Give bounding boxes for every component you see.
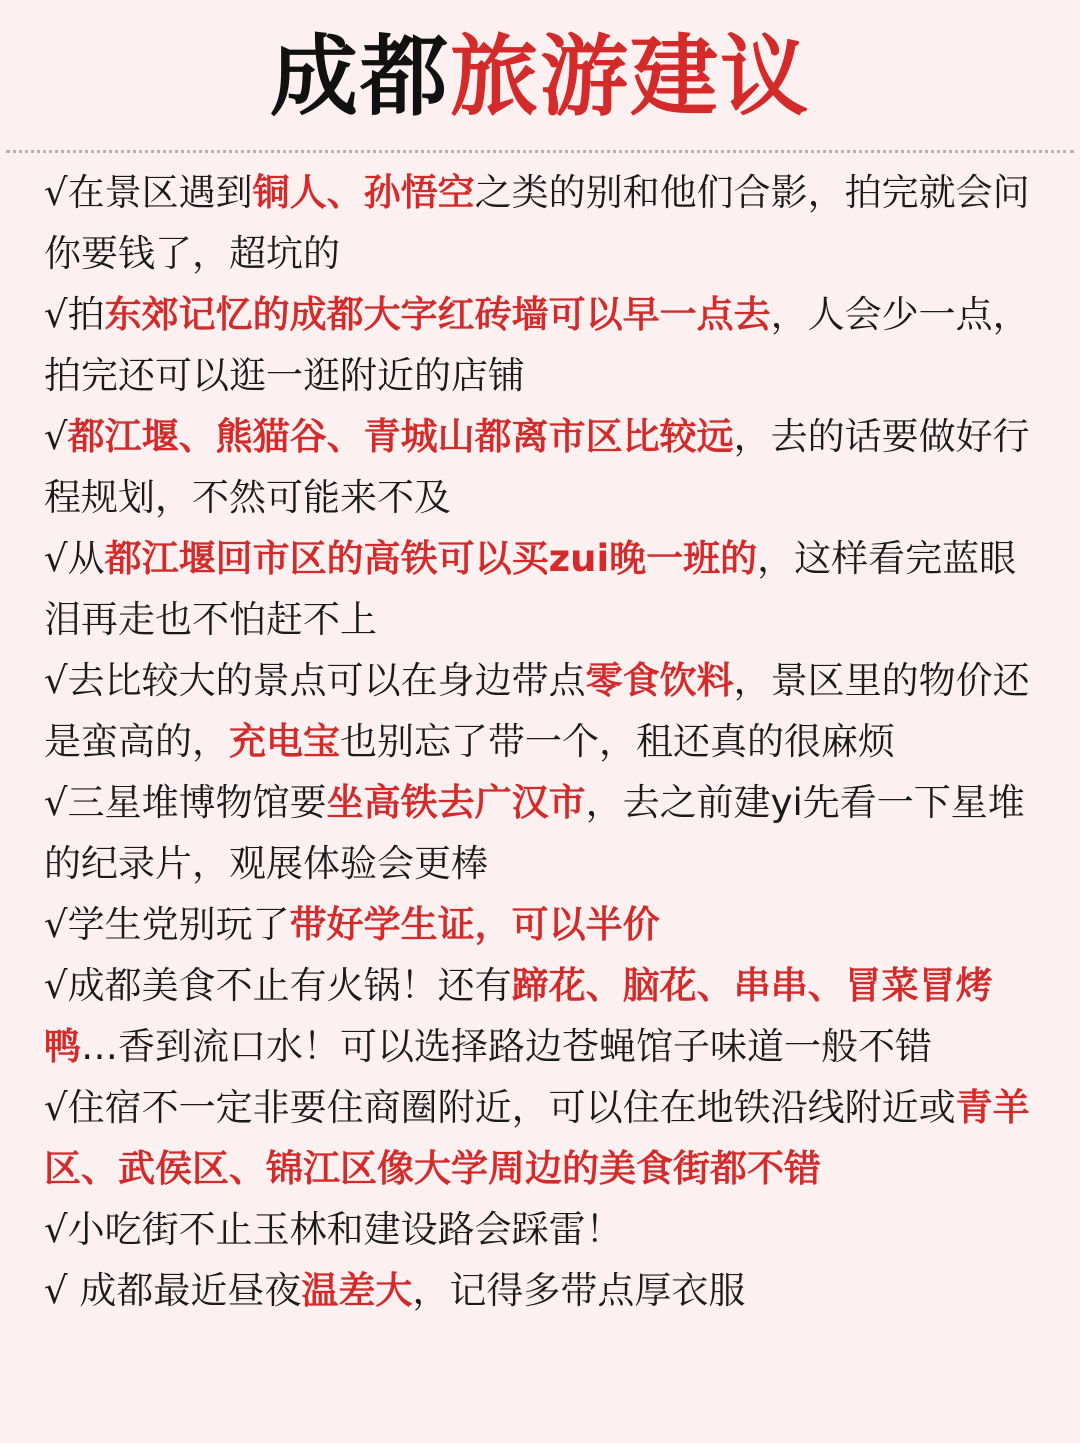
tip-text: ，景区里的物价还是蛮高的， xyxy=(44,659,1030,763)
tip-item xyxy=(44,1199,1044,1260)
tip-item xyxy=(44,955,1044,1077)
tip-highlight: 零食饮料 xyxy=(585,659,734,702)
tip-item xyxy=(44,406,1044,528)
tip-highlight: 温差大 xyxy=(301,1269,413,1312)
tip-item xyxy=(44,284,1044,406)
tip-text: ，这样看完蓝眼泪再走也不怕赶不上 xyxy=(44,537,1017,641)
tips-list xyxy=(44,162,1044,1321)
tip-highlight: 蹄花、脑花、串串、冒菜冒烤鸭 xyxy=(44,964,993,1068)
tip-item xyxy=(44,162,1044,284)
dotted-divider xyxy=(6,150,1074,153)
tip-text: √去比较大的景点可以在身边带点 xyxy=(44,659,586,702)
tip-highlight: 都江堰回市区的高铁可以买zui晚一班的 xyxy=(104,537,758,580)
tip-item xyxy=(44,1077,1044,1199)
tip-item xyxy=(44,772,1044,894)
tip-text: √ 成都最近昼夜 xyxy=(44,1269,302,1312)
tip-text: 之类的别和他们合影，拍完就会问你要钱了，超坑的 xyxy=(44,171,1030,275)
tip-highlight: 带好学生证，可以半价 xyxy=(289,903,660,946)
page-title xyxy=(0,22,1080,132)
tip-text: √学生党别玩了 xyxy=(44,903,290,946)
tip-text: √成都美食不止有火锅！还有 xyxy=(44,964,512,1007)
tip-text: ，去的话要做好行程规划，不然可能来不及 xyxy=(44,415,1030,519)
tip-text: √小吃街不止玉林和建设路会踩雷！ xyxy=(44,1208,623,1251)
tip-highlight: 东郊记忆的成都大字红砖墙可以早一点去 xyxy=(104,293,771,336)
tip-text: ，记得多带点厚衣服 xyxy=(412,1269,746,1312)
tip-text: √在景区遇到 xyxy=(44,171,253,214)
tip-item xyxy=(44,528,1044,650)
tip-item xyxy=(44,650,1044,772)
tip-text: √ xyxy=(44,415,68,458)
tip-highlight: 充电宝 xyxy=(229,720,340,763)
tip-item xyxy=(44,894,1044,955)
tip-text: ，人会少一点，拍完还可以逛一逛附近的店铺 xyxy=(44,293,1030,397)
tip-text: √住宿不一定非要住商圈附近，可以住在地铁沿线附近或 xyxy=(44,1086,956,1129)
title-part-black: 成都 xyxy=(269,25,450,128)
tip-item xyxy=(44,1260,1044,1321)
title-part-red: 旅游建议 xyxy=(450,25,811,128)
tip-text: …香到流口水！可以选择路边苍蝇馆子味道一般不错 xyxy=(81,1025,932,1068)
tip-text: √从 xyxy=(44,537,105,580)
tip-text: 也别忘了带一个，租还真的很麻烦 xyxy=(340,720,895,763)
tip-highlight: 都江堰、熊猫谷、青城山都离市区比较远 xyxy=(67,415,734,458)
tip-highlight: 铜人、孙悟空 xyxy=(252,171,475,214)
tip-text: √三星堆博物馆要 xyxy=(44,781,327,824)
tip-text: √拍 xyxy=(44,293,105,336)
tip-highlight: 青羊区、武侯区、锦江区像大学周边的美食街都不错 xyxy=(44,1086,1030,1190)
tip-highlight: 坐高铁去广汉市 xyxy=(326,781,586,824)
tip-text: ，去之前建yi先看一下星堆的纪录片，观展体验会更棒 xyxy=(44,781,1025,885)
